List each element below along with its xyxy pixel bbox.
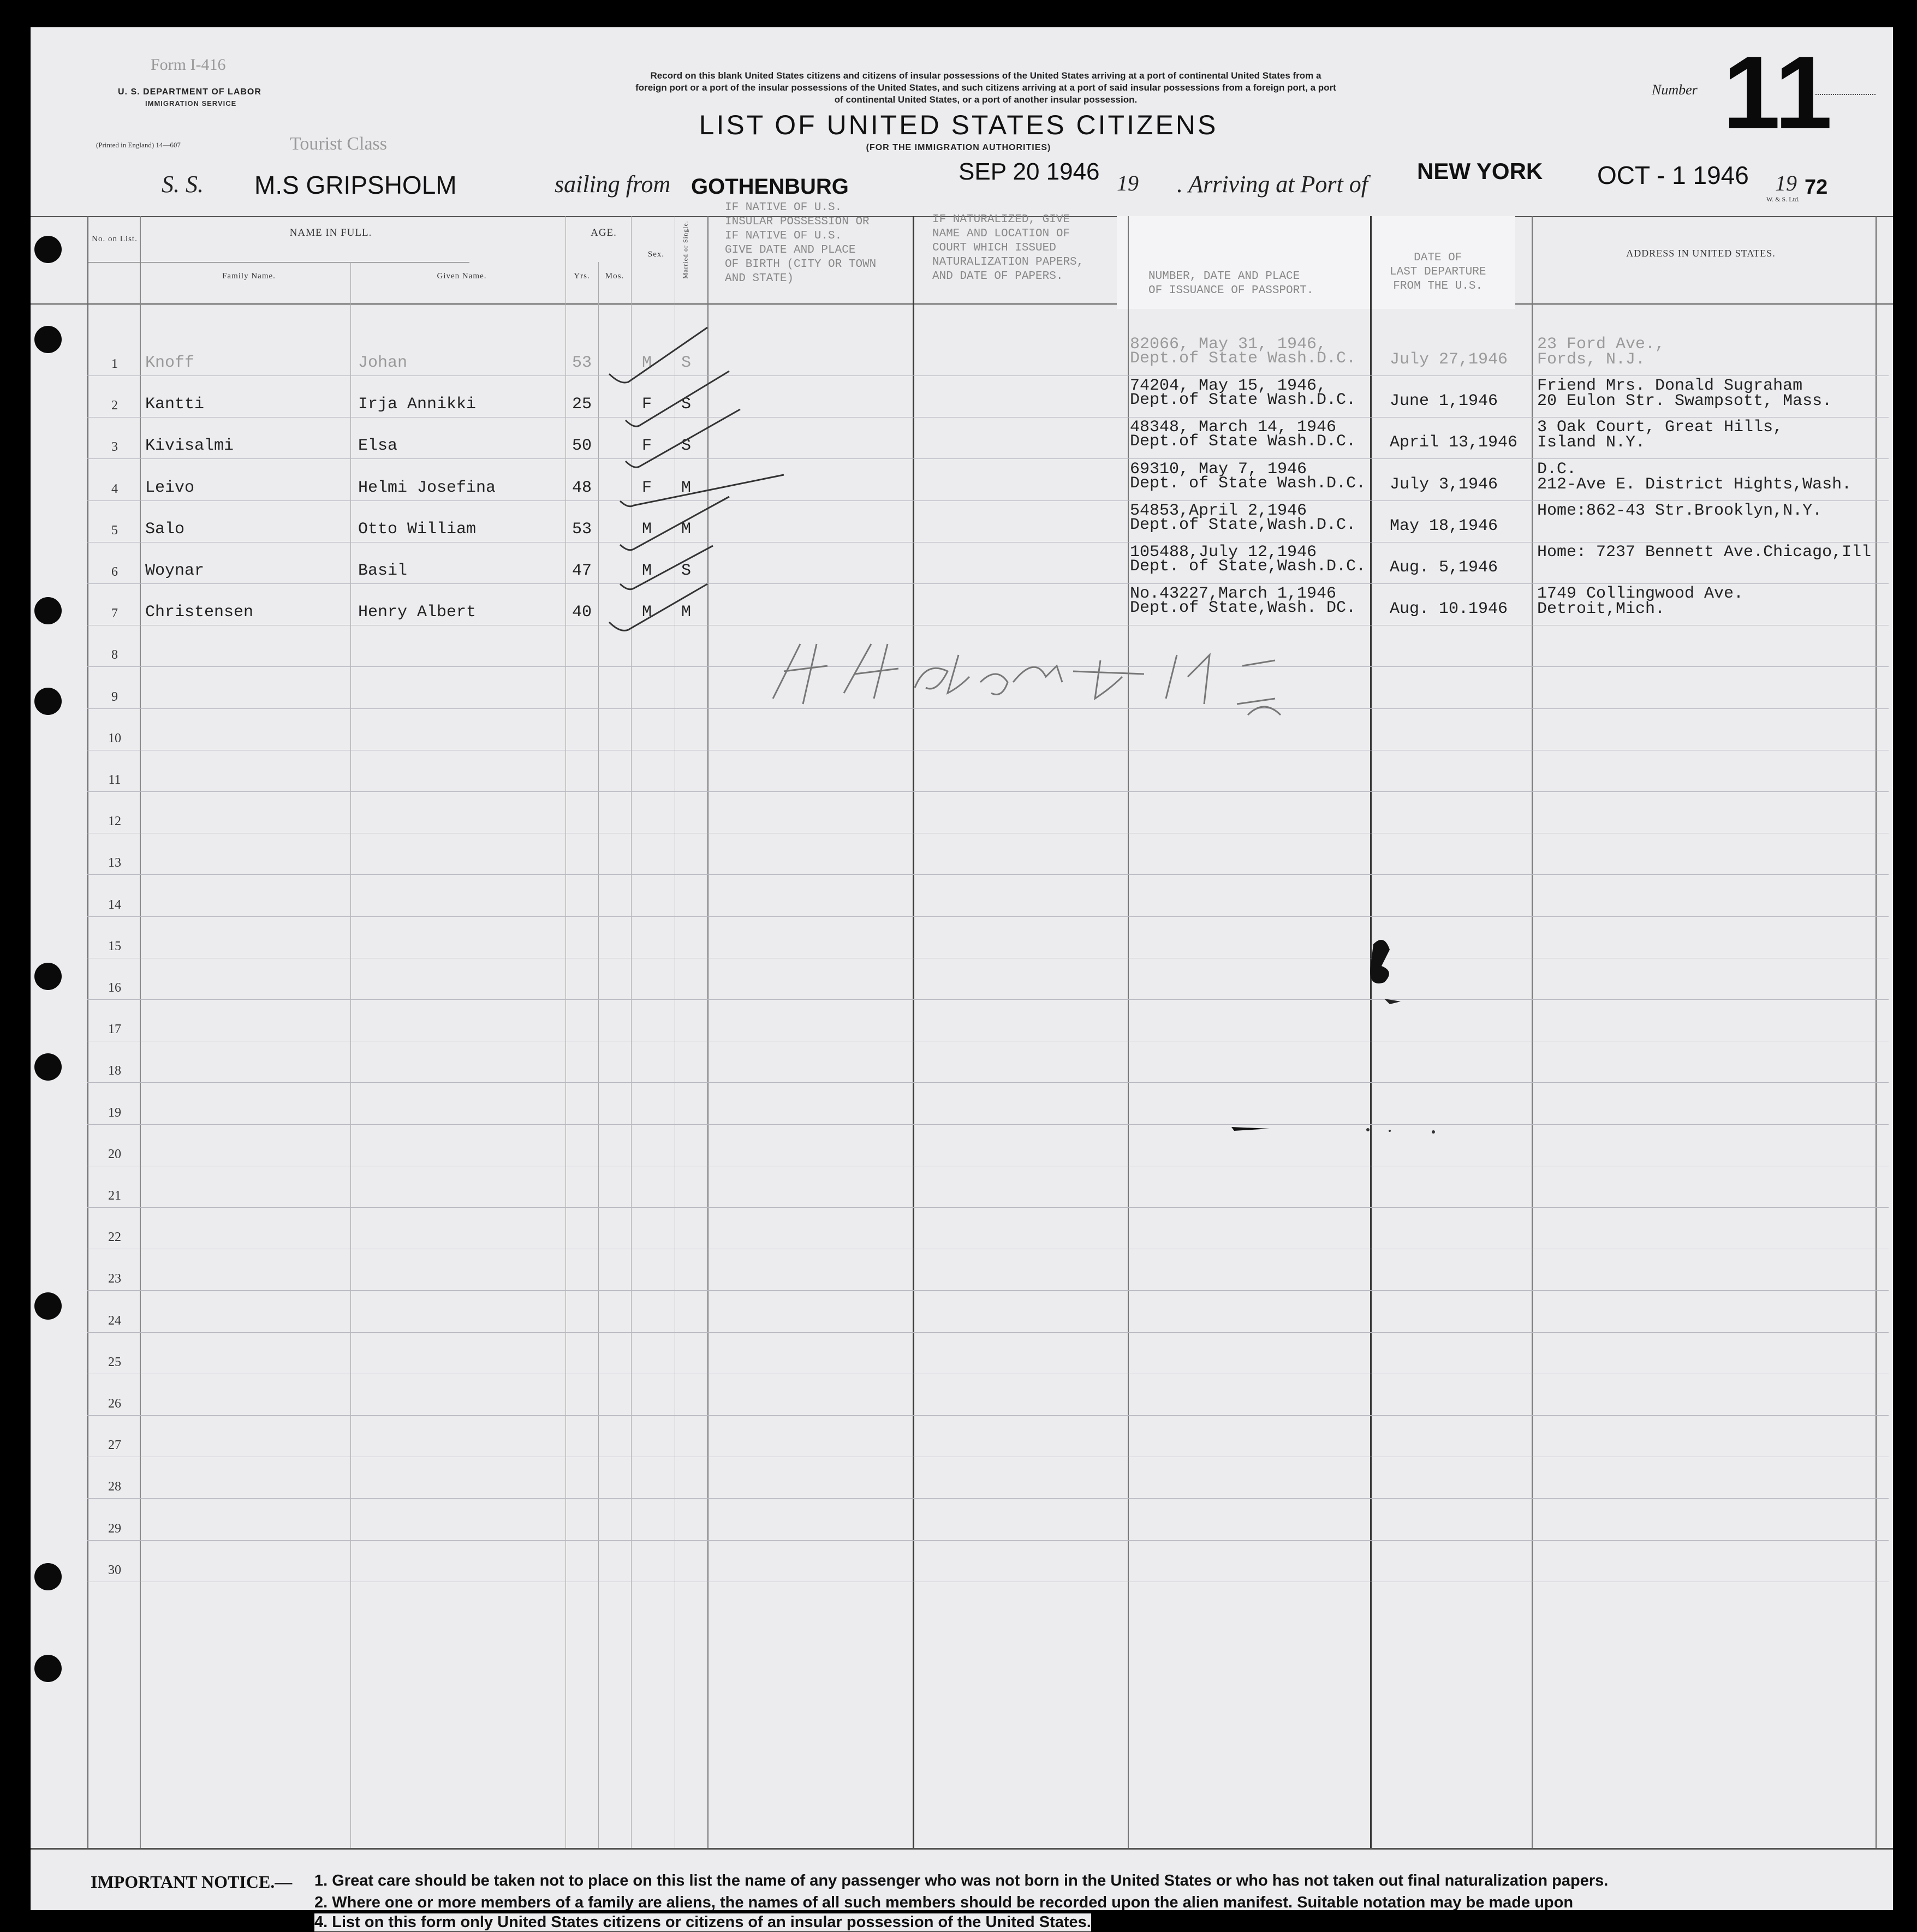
- col-line-native: [913, 216, 914, 1848]
- ink-marks: [1226, 1119, 1472, 1141]
- row-number: 9: [111, 690, 118, 704]
- row-number: 21: [108, 1189, 121, 1203]
- row-rule: [87, 1124, 1889, 1125]
- header-departure: DATE OF LAST DEPARTURE FROM THE U.S.: [1390, 252, 1486, 293]
- cell-age: 48: [572, 479, 592, 497]
- check-row-3: [626, 409, 740, 467]
- cell-family: Kantti: [145, 395, 205, 414]
- row-number: 17: [108, 1022, 121, 1036]
- cell-ms: S: [681, 395, 692, 414]
- row-rule: [87, 999, 1889, 1000]
- row-number: 8: [111, 648, 118, 662]
- cell-sex: F: [642, 437, 652, 455]
- punch-hole-9: [34, 1655, 62, 1682]
- year-prefix: 19: [1117, 171, 1139, 195]
- cell-sex: M: [642, 562, 652, 580]
- check-row-4: [620, 475, 784, 506]
- cell-dep: July 3,1946: [1390, 475, 1498, 494]
- cell-given: Elsa: [358, 437, 398, 455]
- cell-addr1: Friend Mrs. Donald Sugraham: [1537, 377, 1803, 395]
- row-number: 10: [108, 731, 121, 746]
- cell-pass1: 82066, May 31, 1946,: [1130, 335, 1327, 354]
- row-number: 12: [108, 814, 121, 828]
- punch-hole-1: [34, 236, 62, 263]
- header-yrs: Yrs.: [574, 272, 590, 281]
- cell-pass2: Dept. of State,Wash.D.C.: [1130, 557, 1366, 576]
- row-rule: [87, 583, 1889, 584]
- ss-label: S. S.: [162, 171, 204, 198]
- header-age: AGE.: [591, 227, 617, 238]
- row-rule: [87, 791, 1889, 792]
- tourist-class-stamp: Tourist Class: [290, 134, 388, 154]
- cell-given: Henry Albert: [358, 603, 477, 622]
- row-rule: [87, 1540, 1889, 1541]
- cell-age: 25: [572, 395, 592, 414]
- printed-note: (Printed in England) 14—607: [96, 141, 181, 149]
- cell-sex: M: [642, 354, 652, 372]
- table-bottom-rule: [31, 1848, 1893, 1850]
- row-number: 15: [108, 939, 121, 953]
- cell-sex: F: [642, 395, 652, 414]
- cell-pass2: Dept.of State Wash.D.C.: [1130, 391, 1356, 409]
- row-number: 14: [108, 898, 121, 912]
- cell-family: Woynar: [145, 562, 205, 580]
- ink-blot: [1352, 933, 1412, 1021]
- punch-hole-3: [34, 597, 62, 624]
- row-number: 18: [108, 1064, 121, 1078]
- inspector-signature: [751, 622, 1352, 720]
- record-line-1: Record on this blank United States citizens and citizens of insular possessions of the United States arriving at a port of continental United States from a: [650, 70, 1321, 81]
- header-given-name: Given Name.: [437, 272, 487, 281]
- cell-pass1: 54853,April 2,1946: [1130, 502, 1307, 520]
- header-sex: Sex.: [647, 250, 665, 259]
- cell-pass2: Dept.of State,Wash.D.C.: [1130, 516, 1356, 534]
- cell-family: Salo: [145, 520, 185, 539]
- notice-item-1: 1. Great care should be taken not to place on this list the name of any passenger who was not born in the United States or who has not taken out final naturalization papers.: [314, 1872, 1609, 1889]
- header-native: IF NATIVE OF U.S. INSULAR POSSESSION OR IF NATIVE OF U.S. GIVE DATE AND PLACE OF BIRTH (CITY OR TOWN AND STATE): [725, 201, 877, 285]
- check-row-2: [626, 371, 729, 426]
- cell-given: Helmi Josefina: [358, 479, 496, 497]
- row-rule: [87, 1332, 1889, 1333]
- row-number: 1: [111, 357, 118, 371]
- cell-ms: M: [681, 520, 692, 539]
- punch-hole-7: [34, 1292, 62, 1320]
- header-name-in-full: NAME IN FULL.: [289, 227, 372, 238]
- cell-pass2: Dept.of State Wash.D.C.: [1130, 432, 1356, 451]
- cell-pass1: 74204, May 15, 1946,: [1130, 377, 1327, 395]
- row-number: 30: [108, 1563, 121, 1577]
- row-number: 22: [108, 1230, 121, 1244]
- cell-sex: F: [642, 479, 652, 497]
- row-number: 16: [108, 981, 121, 995]
- page-subtitle: (FOR THE IMMIGRATION AUTHORITIES): [866, 143, 1051, 152]
- port-of-arrival: NEW YORK: [1417, 158, 1543, 184]
- header-married: Married or Single.: [681, 220, 689, 279]
- row-number: 3: [111, 440, 118, 454]
- col-line-passport: [1370, 216, 1372, 1848]
- cell-pass1: 69310, May 7, 1946: [1130, 460, 1307, 479]
- cell-given: Irja Annikki: [358, 395, 477, 414]
- row-rule: [87, 1498, 1889, 1499]
- year-prefix-2: 19: [1775, 171, 1797, 195]
- row-number: 13: [108, 856, 121, 870]
- cell-ms: M: [681, 479, 692, 497]
- list-number: 11: [1723, 35, 1832, 151]
- check-row-6: [620, 546, 713, 589]
- punch-hole-8: [34, 1563, 62, 1590]
- header-address: ADDRESS IN UNITED STATES.: [1626, 248, 1776, 259]
- cell-sex: M: [642, 603, 652, 622]
- check-marks: [598, 311, 817, 649]
- cell-addr2: 20 Eulon Str. Swampsott, Mass.: [1537, 392, 1832, 410]
- cell-pass2: Dept. of State Wash.D.C.: [1130, 474, 1366, 493]
- row-number: 27: [108, 1438, 121, 1452]
- cell-addr1: Home: 7237 Bennett Ave.Chicago,Ill: [1537, 543, 1872, 562]
- row-number: 25: [108, 1355, 121, 1369]
- cell-addr1: D.C.: [1537, 460, 1577, 479]
- cell-age: 47: [572, 562, 592, 580]
- cell-pass1: 105488,July 12,1946: [1130, 543, 1317, 562]
- record-instructions: [413, 70, 1559, 106]
- row-number: 7: [111, 606, 118, 621]
- row-rule: [87, 874, 1889, 875]
- sailing-date-stamp: SEP 20 1946: [959, 158, 1100, 185]
- cell-addr1: Home:862-43 Str.Brooklyn,N.Y.: [1537, 502, 1823, 520]
- header-naturalized: IF NATURALIZED, GIVE NAME AND LOCATION OF COURT WHICH ISSUED NATURALIZATION PAPERS, AND DATE OF PAPERS.: [932, 213, 1084, 283]
- manifest-sheet: [31, 27, 1893, 1910]
- row-rule: [87, 417, 1889, 418]
- row-rule: [87, 458, 1889, 459]
- cell-dep: June 1,1946: [1390, 392, 1498, 410]
- service: IMMIGRATION SERVICE: [145, 99, 237, 108]
- col-line-end: [1876, 216, 1877, 1848]
- cell-addr2: Fords, N.J.: [1537, 350, 1646, 369]
- cell-addr2: 212-Ave E. District Hights,Wash.: [1537, 475, 1852, 494]
- cell-addr2: Island N.Y.: [1537, 433, 1646, 452]
- cell-pass1: No.43227,March 1,1946: [1130, 585, 1337, 603]
- cell-pass2: Dept.of State Wash.D.C.: [1130, 349, 1356, 368]
- cell-ms: M: [681, 603, 692, 622]
- row-number: 2: [111, 398, 118, 413]
- cell-given: Johan: [358, 354, 408, 372]
- row-number: 6: [111, 565, 118, 579]
- cell-pass1: 48348, March 14, 1946: [1130, 418, 1337, 437]
- cell-family: Christensen: [145, 603, 254, 622]
- printer-mark: W. & S. Ltd.: [1766, 195, 1800, 203]
- cell-dep: July 27,1946: [1390, 350, 1508, 369]
- notice-item-4: 4. List on this form only United States citizens or citizens of an insular possession of the United States.: [314, 1913, 1091, 1931]
- row-number: 29: [108, 1522, 121, 1536]
- ship-name: M.S GRIPSHOLM: [254, 171, 457, 199]
- check-row-1: [609, 327, 707, 383]
- punch-hole-5: [34, 963, 62, 990]
- col-line-departure: [1532, 216, 1533, 1848]
- punch-hole-4: [34, 688, 62, 715]
- cell-ms: S: [681, 437, 692, 455]
- punch-hole-2: [34, 326, 62, 353]
- record-line-2: foreign port or a port of the insular possessions of the United States, and such citizens arriving at a port of said insular possessions from a foreign port, a port: [635, 82, 1336, 93]
- cell-addr1: 1749 Collingwood Ave.: [1537, 585, 1744, 603]
- row-number: 11: [108, 773, 121, 787]
- cell-dep: Aug. 10.1946: [1390, 600, 1508, 618]
- cell-given: Basil: [358, 562, 408, 580]
- arrival-date-stamp: OCT - 1 1946: [1597, 161, 1749, 189]
- cell-dep: Aug. 5,1946: [1390, 558, 1498, 577]
- cell-ms: S: [681, 562, 692, 580]
- row-rule: [87, 916, 1889, 917]
- form-number: Form I-416: [151, 56, 226, 74]
- cell-given: Otto William: [358, 520, 477, 539]
- cell-pass2: Dept.of State,Wash. DC.: [1130, 599, 1356, 617]
- cell-age: 40: [572, 603, 592, 622]
- row-rule: [87, 500, 1889, 501]
- row-rule: [87, 375, 1889, 376]
- cell-family: Kivisalmi: [145, 437, 234, 455]
- name-header-rule: [87, 262, 469, 263]
- row-number: 20: [108, 1147, 121, 1161]
- header-passport: NUMBER, DATE AND PLACE OF ISSUANCE OF PASSPORT.: [1148, 270, 1314, 297]
- row-number: 5: [111, 523, 118, 538]
- notice-item-2a: 2. Where one or more members of a family are aliens, the names of all such members should be recorded upon the alien manifest. Suitable notation may be made upon: [314, 1894, 1574, 1910]
- reference-code: 72: [1805, 176, 1828, 199]
- cell-dep: May 18,1946: [1390, 517, 1498, 535]
- number-underline: [1815, 94, 1876, 95]
- port-of-departure: GOTHENBURG: [691, 175, 849, 199]
- row-number: 26: [108, 1397, 121, 1411]
- check-row-7: [609, 584, 707, 630]
- row-number: 4: [111, 482, 118, 496]
- row-number: 19: [108, 1106, 121, 1120]
- cell-addr1: 23 Ford Ave.,: [1537, 335, 1665, 354]
- cell-age: 53: [572, 354, 592, 372]
- cell-age: 53: [572, 520, 592, 539]
- col-line-family: [350, 262, 351, 1848]
- row-rule: [87, 1290, 1889, 1291]
- number-label: Number: [1652, 82, 1698, 98]
- row-rule: [87, 1415, 1889, 1416]
- cell-sex: M: [642, 520, 652, 539]
- page-title: LIST OF UNITED STATES CITIZENS: [699, 110, 1218, 140]
- notice-label: IMPORTANT NOTICE.—: [91, 1872, 293, 1892]
- cell-addr1: 3 Oak Court, Great Hills,: [1537, 418, 1783, 437]
- header-bottom-rule: [31, 303, 1893, 305]
- cell-addr2: Detroit,Mich.: [1537, 600, 1665, 618]
- sailing-from-label: sailing from: [555, 171, 671, 198]
- cell-dep: April 13,1946: [1390, 433, 1518, 452]
- department: U. S. DEPARTMENT OF LABOR: [118, 87, 261, 97]
- header-no-on-list: No. on List.: [92, 235, 138, 243]
- col-line-given: [565, 216, 566, 1848]
- row-rule: [87, 1082, 1889, 1083]
- cell-family: Knoff: [145, 354, 195, 372]
- row-number: 23: [108, 1272, 121, 1286]
- cell-age: 50: [572, 437, 592, 455]
- cell-family: Leivo: [145, 479, 195, 497]
- record-line-3: of continental United States, or a port of another insular possession.: [834, 94, 1138, 105]
- header-mos: Mos.: [605, 272, 624, 281]
- col-line-naturalized: [1128, 216, 1129, 1848]
- header-family-name: Family Name.: [222, 272, 276, 281]
- row-number: 24: [108, 1314, 121, 1328]
- cell-ms: S: [681, 354, 692, 372]
- arriving-label: . Arriving at Port of: [1177, 171, 1368, 198]
- punch-hole-6: [34, 1053, 62, 1081]
- row-rule: [87, 1207, 1889, 1208]
- row-number: 28: [108, 1480, 121, 1494]
